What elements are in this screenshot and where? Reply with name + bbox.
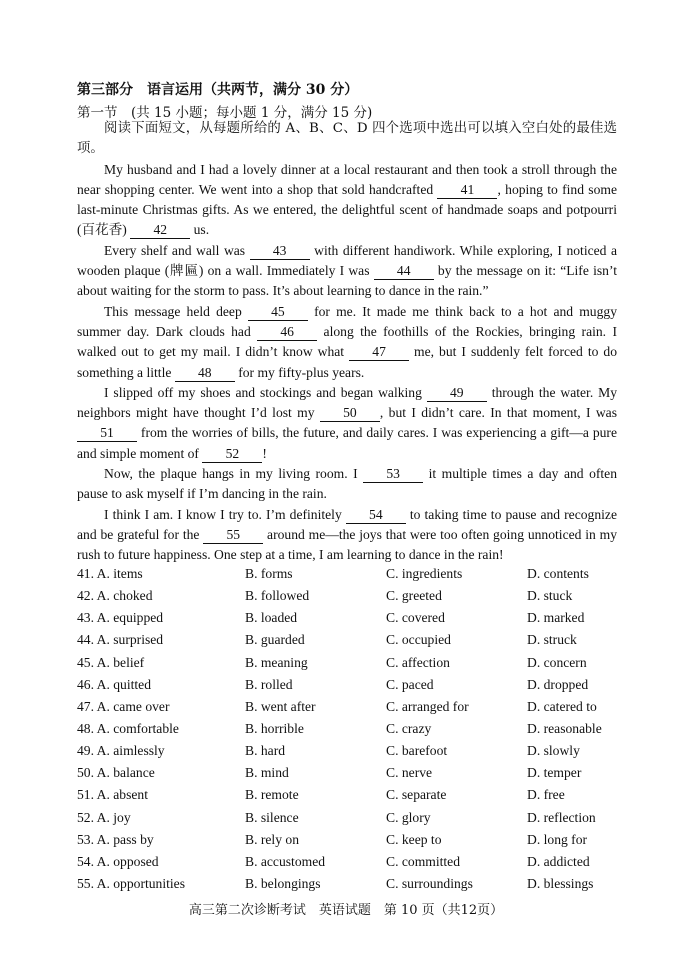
option-d: D. marked	[527, 610, 585, 626]
option-b: B. hard	[245, 743, 286, 759]
blank-43: 43	[250, 243, 310, 260]
passage-text: for my fifty-plus years.	[234, 364, 365, 380]
option-b: B. accustomed	[245, 853, 326, 869]
option-a: 52. A. joy	[77, 809, 131, 825]
option-d: D. struck	[527, 632, 577, 648]
passage-text: !	[262, 445, 267, 461]
passage-text: for me. It made me think back to a hot and muggy summer day. Dark clouds had	[77, 303, 617, 339]
passage-text: around me—the joys that were too often going unnoticed in my rush to future happiness. One step at a time, I am learning to dance in the rain!	[77, 526, 617, 563]
option-d: D. contents	[527, 566, 589, 582]
option-d: D. temper	[527, 765, 582, 781]
option-d: D. concern	[527, 654, 587, 670]
blank-50: 50	[320, 405, 380, 422]
blank-53: 53	[363, 466, 423, 483]
option-c: C. separate	[386, 787, 447, 803]
option-b: B. meaning	[245, 654, 308, 670]
option-d: D. stuck	[527, 588, 573, 604]
option-row-53	[77, 829, 637, 851]
option-c: C. committed	[386, 853, 461, 869]
option-d: D. addicted	[527, 853, 590, 869]
blank-52: 52	[202, 446, 262, 463]
option-c: C. crazy	[386, 721, 432, 737]
passage-text: to taking time to pause and recognize and be grateful for the	[77, 506, 617, 542]
passage-text: I slipped off my shoes and stockings and began walking	[104, 384, 427, 400]
blank-47: 47	[349, 344, 409, 361]
option-row-44	[77, 629, 637, 651]
option-c: C. barefoot	[386, 743, 448, 759]
option-a: 41. A. items	[77, 566, 143, 582]
blank-54: 54	[346, 507, 406, 524]
option-c: C. nerve	[386, 765, 433, 781]
blank-49: 49	[427, 385, 487, 402]
option-d: D. dropped	[527, 676, 589, 692]
passage-text: , hoping to find some last-minute Christmas gifts. As we entered, the delightful scent of handmade soaps and potpourri (百花香)	[77, 181, 617, 238]
option-a: 55. A. opportunities	[77, 876, 185, 892]
option-row-41	[77, 563, 637, 585]
passage-text: Now, the plaque hangs in my living room. I	[104, 466, 364, 482]
option-d: D. long for	[527, 831, 588, 847]
blank-42: 42	[130, 222, 190, 239]
option-d: D. reasonable	[527, 721, 602, 737]
option-row-54	[77, 851, 637, 873]
blank-51: 51	[77, 425, 137, 442]
option-a: 45. A. belief	[77, 654, 145, 670]
option-a: 43. A. equipped	[77, 610, 164, 626]
passage-paragraph-5	[77, 464, 617, 505]
option-b: B. forms	[245, 566, 293, 582]
reading-passage	[77, 119, 617, 566]
section-title: 第一节 (共 15 小题；每小题 1 分，满分 15 分)	[77, 105, 373, 121]
option-c: C. surroundings	[386, 876, 473, 892]
blank-44: 44	[374, 263, 434, 280]
option-row-51	[77, 784, 637, 806]
option-b: B. rely on	[245, 831, 299, 847]
option-c: C. keep to	[386, 831, 442, 847]
option-d: D. free	[527, 787, 565, 803]
option-a: 50. A. balance	[77, 765, 155, 781]
option-row-46	[77, 674, 637, 696]
passage-paragraph-4	[77, 383, 617, 464]
page-footer: 高三第二次诊断考试 英语试题 第 10 页（共12页）	[188, 903, 504, 918]
blank-46: 46	[257, 324, 317, 341]
option-row-47	[77, 696, 637, 718]
option-a: 46. A. quitted	[77, 676, 152, 692]
blank-41: 41	[437, 182, 497, 199]
passage-paragraph-1	[77, 160, 617, 241]
blank-45: 45	[248, 304, 308, 321]
passage-text: through the water. My neighbors might have thought I’d lost my	[77, 384, 617, 421]
option-b: B. belongings	[245, 876, 321, 892]
option-row-50	[77, 762, 637, 784]
option-b: B. mind	[245, 765, 289, 781]
option-d: D. catered to	[527, 698, 597, 714]
passage-text: along the foothills of the Rockies, bringing rain. I walked out to get my mail. I didn’t know what	[77, 323, 617, 360]
option-b: B. loaded	[245, 610, 298, 626]
passage-text: it multiple times a day and often pause to ask myself if I’m dancing in the rain.	[77, 466, 617, 502]
option-b: B. rolled	[245, 676, 293, 692]
option-b: B. followed	[245, 588, 310, 604]
option-c: C. arranged for	[386, 698, 469, 714]
option-a: 44. A. surprised	[77, 632, 164, 648]
option-c: C. affection	[386, 654, 450, 670]
option-b: B. remote	[245, 787, 299, 803]
option-c: C. ingredients	[386, 566, 463, 582]
passage-text: with different handiwork. While exploring, I noticed a wooden plaque (牌匾) on a wall. Immediately I was	[77, 242, 618, 279]
passage-text: by the message on it: “Life isn’t about waiting for the storm to pass. It’s about learning to dance in the rain.”	[77, 263, 618, 299]
passage-text: , but I didn’t care. In that moment, I was	[379, 405, 617, 421]
option-b: B. went after	[245, 698, 316, 714]
passage-text: Every shelf and wall was	[104, 242, 250, 258]
passage-text: My husband and I had a lovely dinner at a local restaurant and then took a stroll through the near shopping center. We went into a shop that sold handcrafted	[77, 161, 617, 197]
passage-text: us.	[190, 222, 210, 238]
option-a: 47. A. came over	[77, 698, 170, 714]
option-c: C. paced	[386, 676, 434, 692]
option-b: B. guarded	[245, 632, 305, 648]
option-a: 53. A. pass by	[77, 831, 154, 847]
answer-options	[77, 563, 637, 895]
passage-paragraph-3	[77, 302, 617, 383]
option-a: 48. A. comfortable	[77, 721, 179, 737]
option-row-49	[77, 740, 637, 762]
option-b: B. horrible	[245, 721, 304, 737]
option-row-42	[77, 585, 637, 607]
option-c: C. greeted	[386, 588, 442, 604]
passage-text: This message held deep	[104, 303, 248, 319]
blank-55: 55	[203, 527, 263, 544]
passage-paragraph-2	[77, 241, 617, 302]
passage-text: me, but I suddenly felt forced to do something a little	[77, 344, 617, 380]
option-d: D. slowly	[527, 743, 580, 759]
passage-text: from the worries of bills, the future, and daily cares. I was experiencing a gift—a pure and simple moment of	[77, 425, 617, 461]
passage-paragraph-6	[77, 505, 617, 566]
option-c: C. glory	[386, 809, 431, 825]
option-row-48	[77, 718, 637, 740]
option-a: 51. A. absent	[77, 787, 148, 803]
part-title: 第三部分 语言运用（共两节，满分 30 分）	[77, 82, 359, 98]
option-row-45	[77, 652, 637, 674]
option-c: C. occupied	[386, 632, 451, 648]
option-a: 49. A. aimlessly	[77, 743, 165, 759]
option-a: 42. A. choked	[77, 588, 153, 604]
option-row-52	[77, 807, 637, 829]
passage-text: I think I am. I know I try to. I’m definitely	[104, 506, 346, 522]
option-b: B. silence	[245, 809, 299, 825]
option-d: D. blessings	[527, 876, 594, 892]
option-d: D. reflection	[527, 809, 596, 825]
option-row-55	[77, 873, 637, 895]
option-c: C. covered	[386, 610, 445, 626]
option-row-43	[77, 607, 637, 629]
blank-48: 48	[175, 365, 235, 382]
instruction-text: 阅读下面短文，从每题所给的 A、B、C、D 四个选项中选出可以填入空白处的最佳选项。	[77, 121, 617, 157]
option-a: 54. A. opposed	[77, 853, 159, 869]
